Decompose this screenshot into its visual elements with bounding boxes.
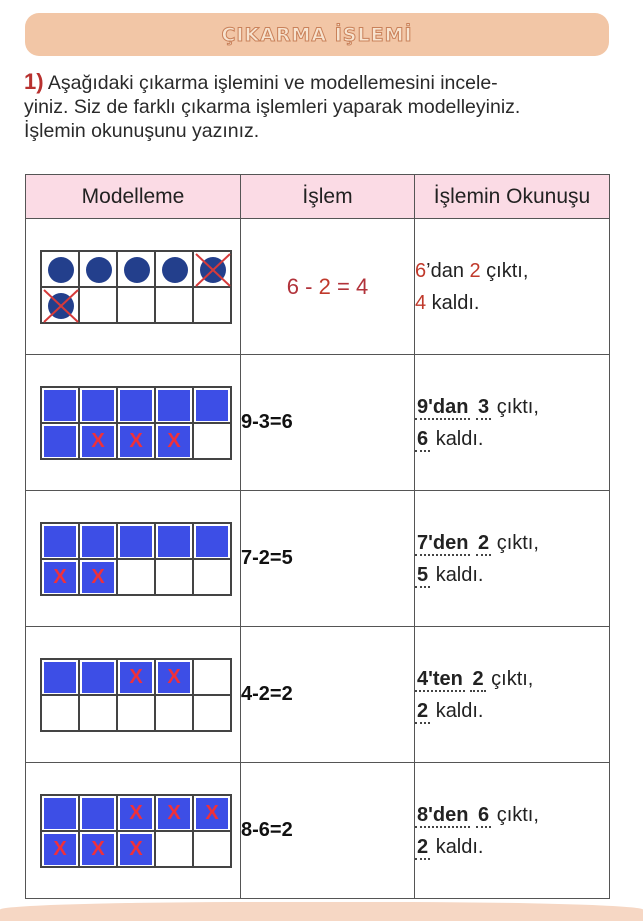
ten-frame-cell [193, 387, 231, 423]
header-modelleme: Modelleme [26, 175, 241, 219]
example-operation [241, 219, 415, 355]
taken-value: 2 [478, 531, 490, 554]
counter-square [44, 662, 76, 693]
counter-square [44, 426, 76, 457]
left-word: kaldı. [435, 835, 484, 858]
taken-value: 2 [472, 667, 484, 690]
ten-frame-cell [193, 831, 231, 867]
left-value: 2 [417, 835, 429, 858]
counter-square [44, 526, 76, 557]
ten-frame-cell [193, 287, 231, 323]
read-left: kaldı. [426, 291, 480, 314]
counter-square [158, 798, 190, 829]
ten-frame-cell [117, 251, 155, 287]
read-a: 6 [415, 259, 427, 282]
counter-dot [86, 257, 112, 283]
counter-square [120, 834, 152, 865]
ten-frame-cell [79, 695, 117, 731]
ten-frame-cell [155, 559, 193, 595]
ten-frame-cell [41, 523, 79, 559]
counter-square [120, 662, 152, 693]
ten-frame-cell [117, 387, 155, 423]
taken-value: 6 [478, 803, 490, 826]
counter-square [82, 390, 114, 421]
ten-frame-cell [79, 387, 117, 423]
operation-text: 7-2=5 [241, 491, 415, 627]
taken-word: çıktı, [496, 531, 539, 554]
cross-mark [42, 288, 80, 324]
ten-frame-cell [193, 795, 231, 831]
counter-square [120, 526, 152, 557]
counter-square [120, 798, 152, 829]
counter-square [44, 798, 76, 829]
counter-square [82, 526, 114, 557]
ten-frame-cell [155, 251, 193, 287]
ten-frame-cell [117, 523, 155, 559]
op-c: 4 [355, 273, 369, 299]
counter-square [158, 662, 190, 693]
header-islem: İşlem [241, 175, 415, 219]
counter-square [158, 526, 190, 557]
table-row [26, 627, 610, 763]
operation-text: 9-3=6 [241, 355, 415, 491]
reading-text [415, 491, 610, 627]
ten-frame-cell [79, 659, 117, 695]
cross-mark: X [53, 565, 67, 588]
from-value: 8'den [417, 803, 469, 826]
from-value: 7'den [417, 531, 469, 554]
table-header-row [26, 175, 610, 219]
counter-square [44, 390, 76, 421]
ten-frame-cell [155, 695, 193, 731]
subtraction-table [25, 174, 610, 899]
cross-mark: X [91, 837, 105, 860]
counter-square [82, 562, 114, 593]
op-minus: - [305, 273, 313, 299]
model-grid [40, 386, 232, 460]
counter-square [82, 426, 114, 457]
instruction-line-1: Aşağıdaki çıkarma işlemini ve modellemesini incele- [47, 72, 498, 94]
left-value: 2 [417, 699, 429, 722]
ten-frame-cell [155, 387, 193, 423]
ten-frame-cell [41, 559, 79, 595]
counter-square [158, 426, 190, 457]
ten-frame-cell [193, 251, 231, 287]
instruction-line-2: yiniz. Siz de farklı çıkarma işlemleri yaparak modelleyiniz. [24, 96, 521, 118]
ten-frame-cell [193, 423, 231, 459]
from-value: 9'dan [417, 395, 469, 418]
model-grid [40, 658, 232, 732]
table-row [26, 355, 610, 491]
cross-mark: X [91, 565, 105, 588]
counter-square [82, 834, 114, 865]
ten-frame-cell [155, 287, 193, 323]
model-grid [40, 794, 232, 868]
title-banner [25, 13, 609, 56]
operation-text: 4-2=2 [241, 627, 415, 763]
ten-frame-cell [79, 795, 117, 831]
cross-mark: X [129, 429, 143, 452]
left-word: kaldı. [435, 699, 484, 722]
ten-frame-cell [79, 287, 117, 323]
left-value: 5 [417, 563, 429, 586]
ten-frame-cell [117, 695, 155, 731]
ten-frame-cell [155, 831, 193, 867]
counter-square [196, 526, 228, 557]
cross-mark [194, 252, 232, 288]
ten-frame-cell [155, 659, 193, 695]
ten-frame-cell [79, 523, 117, 559]
header-okunus: İşlemin Okunuşu [415, 175, 610, 219]
left-word: kaldı. [435, 427, 484, 450]
counter-dot [48, 257, 74, 283]
ten-frame-cell [193, 695, 231, 731]
ten-frame-cell [41, 387, 79, 423]
ten-frame-cell [117, 423, 155, 459]
cross-mark: X [167, 429, 181, 452]
ten-frame-cell [41, 795, 79, 831]
bottom-decoration [0, 902, 643, 921]
ten-frame-cell [41, 423, 79, 459]
ten-frame-cell [79, 831, 117, 867]
counter-square [196, 798, 228, 829]
ten-frame-cell [41, 251, 79, 287]
read-b: 2 [469, 259, 481, 282]
ten-frame-cell [193, 559, 231, 595]
counter-square [82, 798, 114, 829]
cross-mark: X [91, 429, 105, 452]
counter-square [120, 426, 152, 457]
ten-frame-cell [117, 831, 155, 867]
cross-mark: X [129, 837, 143, 860]
read-c: 4 [415, 291, 427, 314]
ten-frame-cell [193, 523, 231, 559]
ten-frame-cell [117, 659, 155, 695]
model-grid [40, 250, 232, 324]
counter-square [44, 562, 76, 593]
from-value: 4'ten [417, 667, 463, 690]
reading-text [415, 627, 610, 763]
taken-word: çıktı, [496, 395, 539, 418]
example-reading [415, 219, 610, 355]
ten-frame-cell [79, 251, 117, 287]
cross-mark: X [205, 801, 219, 824]
ten-frame-cell [79, 423, 117, 459]
ten-frame-cell [155, 423, 193, 459]
ten-frame-cell [41, 695, 79, 731]
counter-square [158, 390, 190, 421]
counter-dot [124, 257, 150, 283]
counter-square [196, 390, 228, 421]
op-b: 2 [318, 273, 331, 299]
reading-text [415, 355, 610, 491]
model-grid [40, 522, 232, 596]
page-title: ÇIKARMA İŞLEMİ [221, 23, 413, 46]
table-row-example [26, 219, 610, 355]
table-row [26, 491, 610, 627]
op-eq: = [336, 273, 350, 299]
taken-word: çıktı, [496, 803, 539, 826]
ten-frame-cell [155, 795, 193, 831]
op-a: 6 [286, 273, 300, 299]
cross-mark: X [167, 801, 181, 824]
counter-square [120, 390, 152, 421]
ten-frame-cell [41, 287, 79, 323]
read-taken: çıktı, [480, 259, 529, 282]
ten-frame-cell [155, 523, 193, 559]
ten-frame-cell [117, 559, 155, 595]
table-row [26, 763, 610, 899]
ten-frame-cell [117, 287, 155, 323]
cross-mark: X [129, 665, 143, 688]
taken-value: 3 [478, 395, 490, 418]
cross-mark: X [53, 837, 67, 860]
ten-frame-cell [41, 831, 79, 867]
counter-dot [162, 257, 188, 283]
counter-square [82, 662, 114, 693]
instruction-text [24, 70, 614, 143]
operation-text: 8-6=2 [241, 763, 415, 899]
cross-mark: X [129, 801, 143, 824]
left-value: 6 [417, 427, 429, 450]
ten-frame-cell [117, 795, 155, 831]
ten-frame-cell [79, 559, 117, 595]
cross-mark: X [167, 665, 181, 688]
ten-frame-cell [41, 659, 79, 695]
left-word: kaldı. [435, 563, 484, 586]
instruction-line-3: İşlemin okunuşunu yazınız. [24, 120, 260, 142]
question-number: 1) [24, 69, 44, 94]
read-from: ’dan [426, 259, 464, 282]
reading-text [415, 763, 610, 899]
counter-square [44, 834, 76, 865]
taken-word: çıktı, [491, 667, 534, 690]
ten-frame-cell [193, 659, 231, 695]
